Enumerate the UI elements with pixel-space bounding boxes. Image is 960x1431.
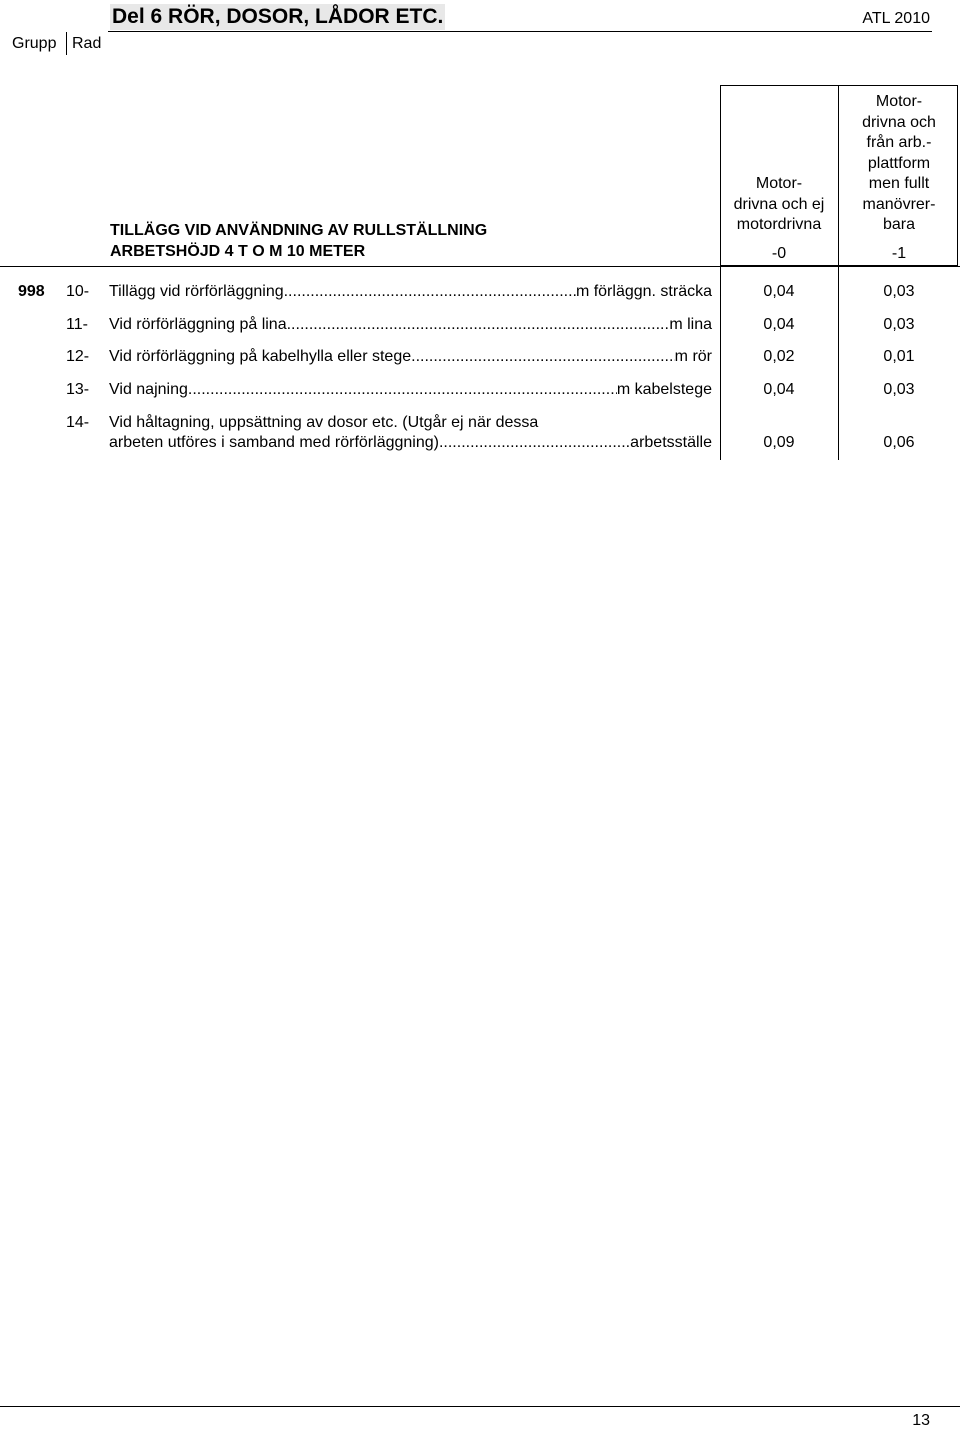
dot-leader	[287, 315, 670, 335]
row-unit: m lina	[669, 316, 712, 333]
column-code-0: -0	[771, 245, 787, 262]
row-value-0: 0,04	[763, 283, 795, 300]
column-header-1-l7: bara	[882, 216, 916, 233]
column-header-1-l1: Motor-	[875, 93, 923, 110]
column-header-0-l2: drivna och ej	[733, 195, 825, 213]
column-header-0	[722, 174, 836, 236]
dot-leader	[284, 282, 576, 302]
row-rad: 12-	[66, 348, 90, 365]
column-left-rule	[720, 266, 721, 460]
dot-leader	[411, 347, 675, 367]
row-description	[109, 380, 712, 400]
page-number: 13	[912, 1412, 930, 1429]
row-unit: arbetsställe	[630, 434, 712, 451]
section-heading-line2: ARBETSHÖJD 4 T O M 10 METER	[110, 243, 366, 260]
grupp-label: Grupp	[12, 35, 57, 52]
column-header-0-l1: Motor-	[755, 175, 803, 192]
row-unit: m förläggn. sträcka	[575, 283, 712, 300]
row-value-0: 0,02	[763, 348, 795, 365]
row-text: arbeten utföres i samband med rörförläggning)	[109, 434, 439, 451]
row-unit: m kabelstege	[616, 381, 712, 398]
column-header-1-l4: plattform	[867, 154, 931, 172]
column-code-1: -1	[891, 245, 907, 262]
dot-leader	[188, 380, 617, 400]
publication-label: ATL 2010	[862, 10, 930, 27]
column-header-1	[840, 92, 958, 236]
grupp-rad-divider	[66, 32, 67, 55]
row-unit: m rör	[674, 348, 712, 365]
column-divider	[838, 85, 839, 460]
row-value-1: 0,03	[883, 283, 915, 300]
row-description	[109, 282, 712, 302]
rad-label: Rad	[72, 35, 102, 52]
row-rad: 14-	[66, 414, 90, 431]
group-number: 998	[18, 283, 45, 300]
row-rad: 10-	[66, 283, 90, 300]
row-value-1: 0,01	[883, 348, 915, 365]
row-value-0: 0,04	[763, 381, 795, 398]
table-top-rule	[0, 266, 960, 267]
row-value-1: 0,03	[883, 316, 915, 333]
row-description	[109, 315, 712, 335]
row-rad: 11-	[66, 316, 88, 333]
column-header-0-l3: motordrivna	[736, 216, 822, 233]
row-text: Tillägg vid rörförläggning	[109, 283, 284, 300]
footer-rule	[0, 1406, 960, 1407]
row-text-line1: Vid håltagning, uppsättning av dosor etc. (Utgår ej när dessa	[109, 414, 539, 431]
row-value-1: 0,03	[883, 381, 915, 398]
row-description	[109, 347, 712, 367]
row-text: Vid najning	[109, 381, 188, 398]
header-rule	[108, 31, 932, 32]
column-header-1-l3: från arb.-	[866, 134, 932, 151]
column-header-1-l6: manövrer-	[862, 195, 936, 213]
column-header-1-l5: men fullt	[868, 175, 930, 192]
row-text: Vid rörförläggning på lina	[109, 316, 287, 333]
column-header-1-l2: drivna och	[862, 113, 936, 131]
row-rad: 13-	[66, 381, 90, 398]
row-description	[109, 413, 712, 453]
dot-leader	[439, 433, 630, 453]
row-text: Vid rörförläggning på kabelhylla eller stege	[109, 348, 412, 365]
row-value-0: 0,04	[763, 316, 795, 333]
section-heading-line1: TILLÄGG VID ANVÄNDNING AV RULLSTÄLLNING	[110, 222, 488, 239]
row-value-1: 0,06	[883, 434, 915, 451]
row-value-0: 0,09	[763, 434, 795, 451]
document-title: Del 6 RÖR, DOSOR, LÅDOR ETC.	[112, 5, 444, 28]
